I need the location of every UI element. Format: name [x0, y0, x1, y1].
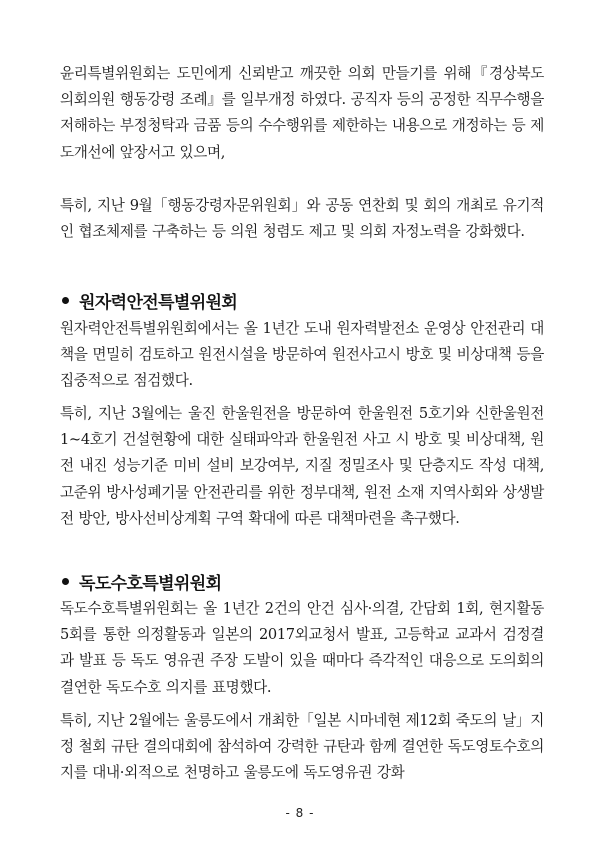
paragraph-dokdo-february: 특히, 지난 2월에는 울릉도에서 개최한「일본 시마네현 제12회 죽도의 날」지정 철회 규탄 결의대회에 참석하여 강력한 규탄과 함께 결연한 독도영토수호의지를 대내·외적으로 천명하고 울릉도에 독도영유권 강화 [60, 712, 544, 782]
bullet-icon [62, 297, 69, 304]
section-title: 원자력안전특별위원회 [79, 292, 238, 313]
section-heading-dokdo [62, 568, 221, 594]
section-title: 독도수호특별위원회 [79, 573, 222, 594]
paragraph-ethics-advisory: 특히, 지난 9월「행동강령자문위원회」와 공동 연찬회 및 회의 개최로 유기적인 협조체제를 구축하는 등 의원 청렴도 제고 및 의회 자정노력을 강화했다. [60, 197, 544, 241]
paragraph-nuclear-overview: 원자력안전특별위원회에서는 올 1년간 도내 원자력발전소 운영상 안전관리 대책을 면밀히 검토하고 원전시설을 방문하여 원전사고시 방호 및 비상대책 등을 집중적으로 점검했다. [60, 320, 544, 390]
paragraph-nuclear-march: 특히, 지난 3월에는 울진 한울원전을 방문하여 한울원전 5호기와 신한울원전 1~4호기 건설현황에 대한 실태파악과 한울원전 사고 시 방호 및 비상대책, 원전 내진 성능기준 미비 설비 보강여부, 지질 정밀조사 및 단층지도 작성 대책, 고준위 방사성폐기물 안전관리를 위한 정부대책, 원전 소재 지역사회와 상생발전 방안, 방사선비상계획 구역 확대에 따른 대책마련을 촉구했다. [60, 405, 544, 527]
section-heading-nuclear-safety [62, 287, 237, 313]
paragraph-ethics-committee: 윤리특별위원회는 도민에게 신뢰받고 깨끗한 의회 만들기를 위해『경상북도 의회의원 행동강령 조례』를 일부개정 하였다. 공직자 등의 공정한 직무수행을 저해하는 부정청탁과 금품 등의 수수행위를 제한하는 내용으로 개정하는 등 제도개선에 앞장서고 있으며, [60, 65, 544, 161]
paragraph-dokdo-overview: 독도수호특별위원회는 올 1년간 2건의 안건 심사·의결, 간담회 1회, 현지활동 5회를 통한 의정활동과 일본의 2017외교청서 발표, 고등학교 교과서 검정결과 발표 등 독도 영유권 주장 도발이 있을 때마다 즉각적인 대응으로 도의회의 결연한 독도수호 의지를 표명했다. [60, 600, 544, 696]
page-number: - 8 - [285, 806, 315, 820]
bullet-icon [62, 578, 69, 585]
